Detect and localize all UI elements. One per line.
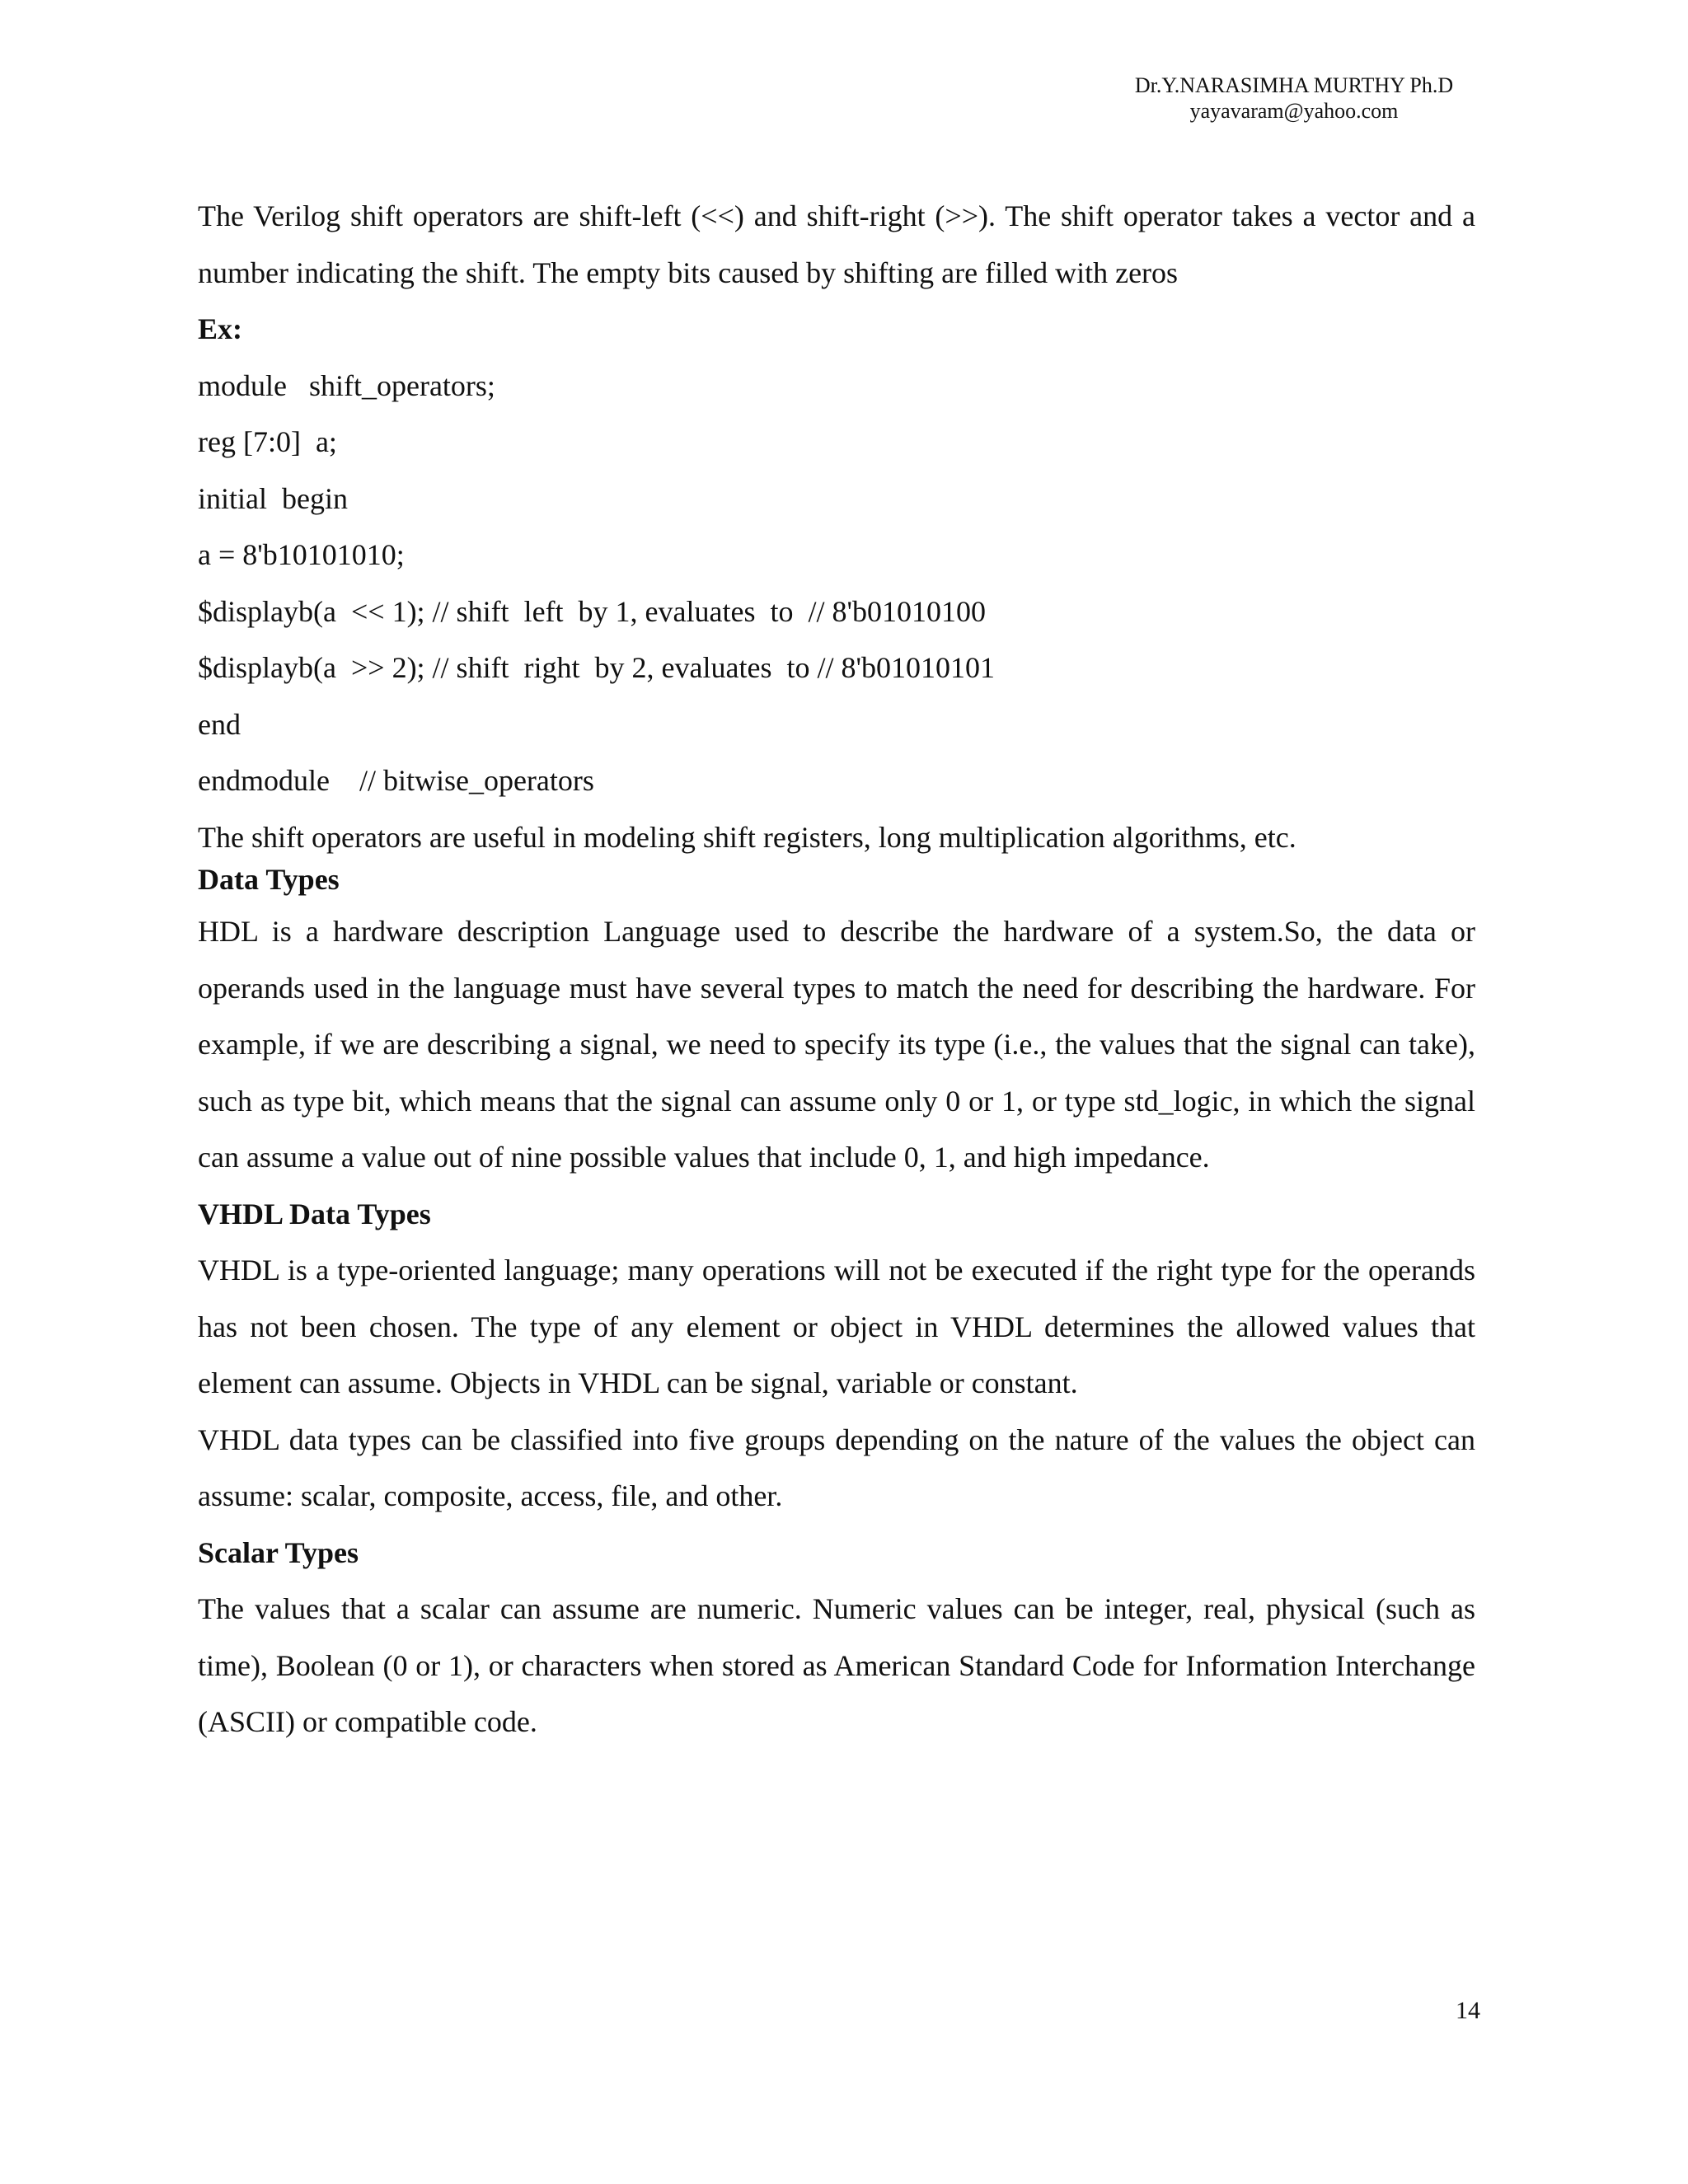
vhdl-data-types-paragraph-2: VHDL data types can be classified into five groups depending on the nature of the values the object can assume: scalar, composite, access, file, and other.	[198, 1422, 1475, 1512]
code-line: module shift_operators;	[198, 368, 495, 402]
code-line: $displayb(a >> 2); // shift right by 2, evaluates to // 8'b01010101	[198, 651, 995, 684]
code-line: reg [7:0] a;	[198, 425, 337, 458]
code-example	[198, 358, 1475, 809]
page-number: 14	[1456, 1997, 1480, 2024]
example-summary: The shift operators are useful in modeling shift registers, long multiplication algorithms, etc.	[198, 820, 1296, 854]
code-line: initial begin	[198, 481, 348, 515]
scalar-types-heading: Scalar Types	[198, 1535, 359, 1569]
example-label: Ex:	[198, 312, 242, 345]
data-types-paragraph: HDL is a hardware description Language used to describe the hardware of a system.So, the data or operands used in the language must have several types to match the need for describing the hardware. For example, if we are describing a signal, we need to specify its type (i.e., the values that the signal can take), such as type bit, which means that the signal can assume only 0 or 1, or type std_logic, in which the signal can assume a value out of nine possible values that include 0, 1, and high impedance.	[198, 915, 1475, 1174]
document-body	[198, 188, 1475, 1750]
data-types-heading: Data Types	[198, 863, 340, 896]
author-name: Dr.Y.NARASIMHA MURTHY Ph.D	[1134, 73, 1454, 97]
code-line: a = 8'b10101010;	[198, 538, 405, 571]
code-line: $displayb(a << 1); // shift left by 1, evaluates to // 8'b01010100	[198, 594, 986, 628]
vhdl-data-types-heading: VHDL Data Types	[198, 1197, 431, 1230]
author-email: yayavaram@yahoo.com	[1189, 99, 1399, 123]
vhdl-data-types-paragraph-1: VHDL is a type-oriented language; many operations will not be executed if the right type for the operands has not been chosen. The type of any element or object in VHDL determines the allowed values that element can assume. Objects in VHDL can be signal, variable or constant.	[198, 1254, 1475, 1399]
code-line: end	[198, 707, 241, 741]
page-header	[1063, 73, 1525, 124]
scalar-types-paragraph: The values that a scalar can assume are numeric. Numeric values can be integer, real, physical (such as time), Boolean (0 or 1), or characters when stored as American Standard Code for Information Interchange (ASCII) or compatible code.	[198, 1592, 1475, 1738]
code-line: endmodule // bitwise_operators	[198, 764, 594, 797]
intro-paragraph: The Verilog shift operators are shift-left (<<) and shift-right (>>). The shift operator takes a vector and a number indicating the shift. The empty bits caused by shifting are filled with zeros	[198, 199, 1475, 289]
